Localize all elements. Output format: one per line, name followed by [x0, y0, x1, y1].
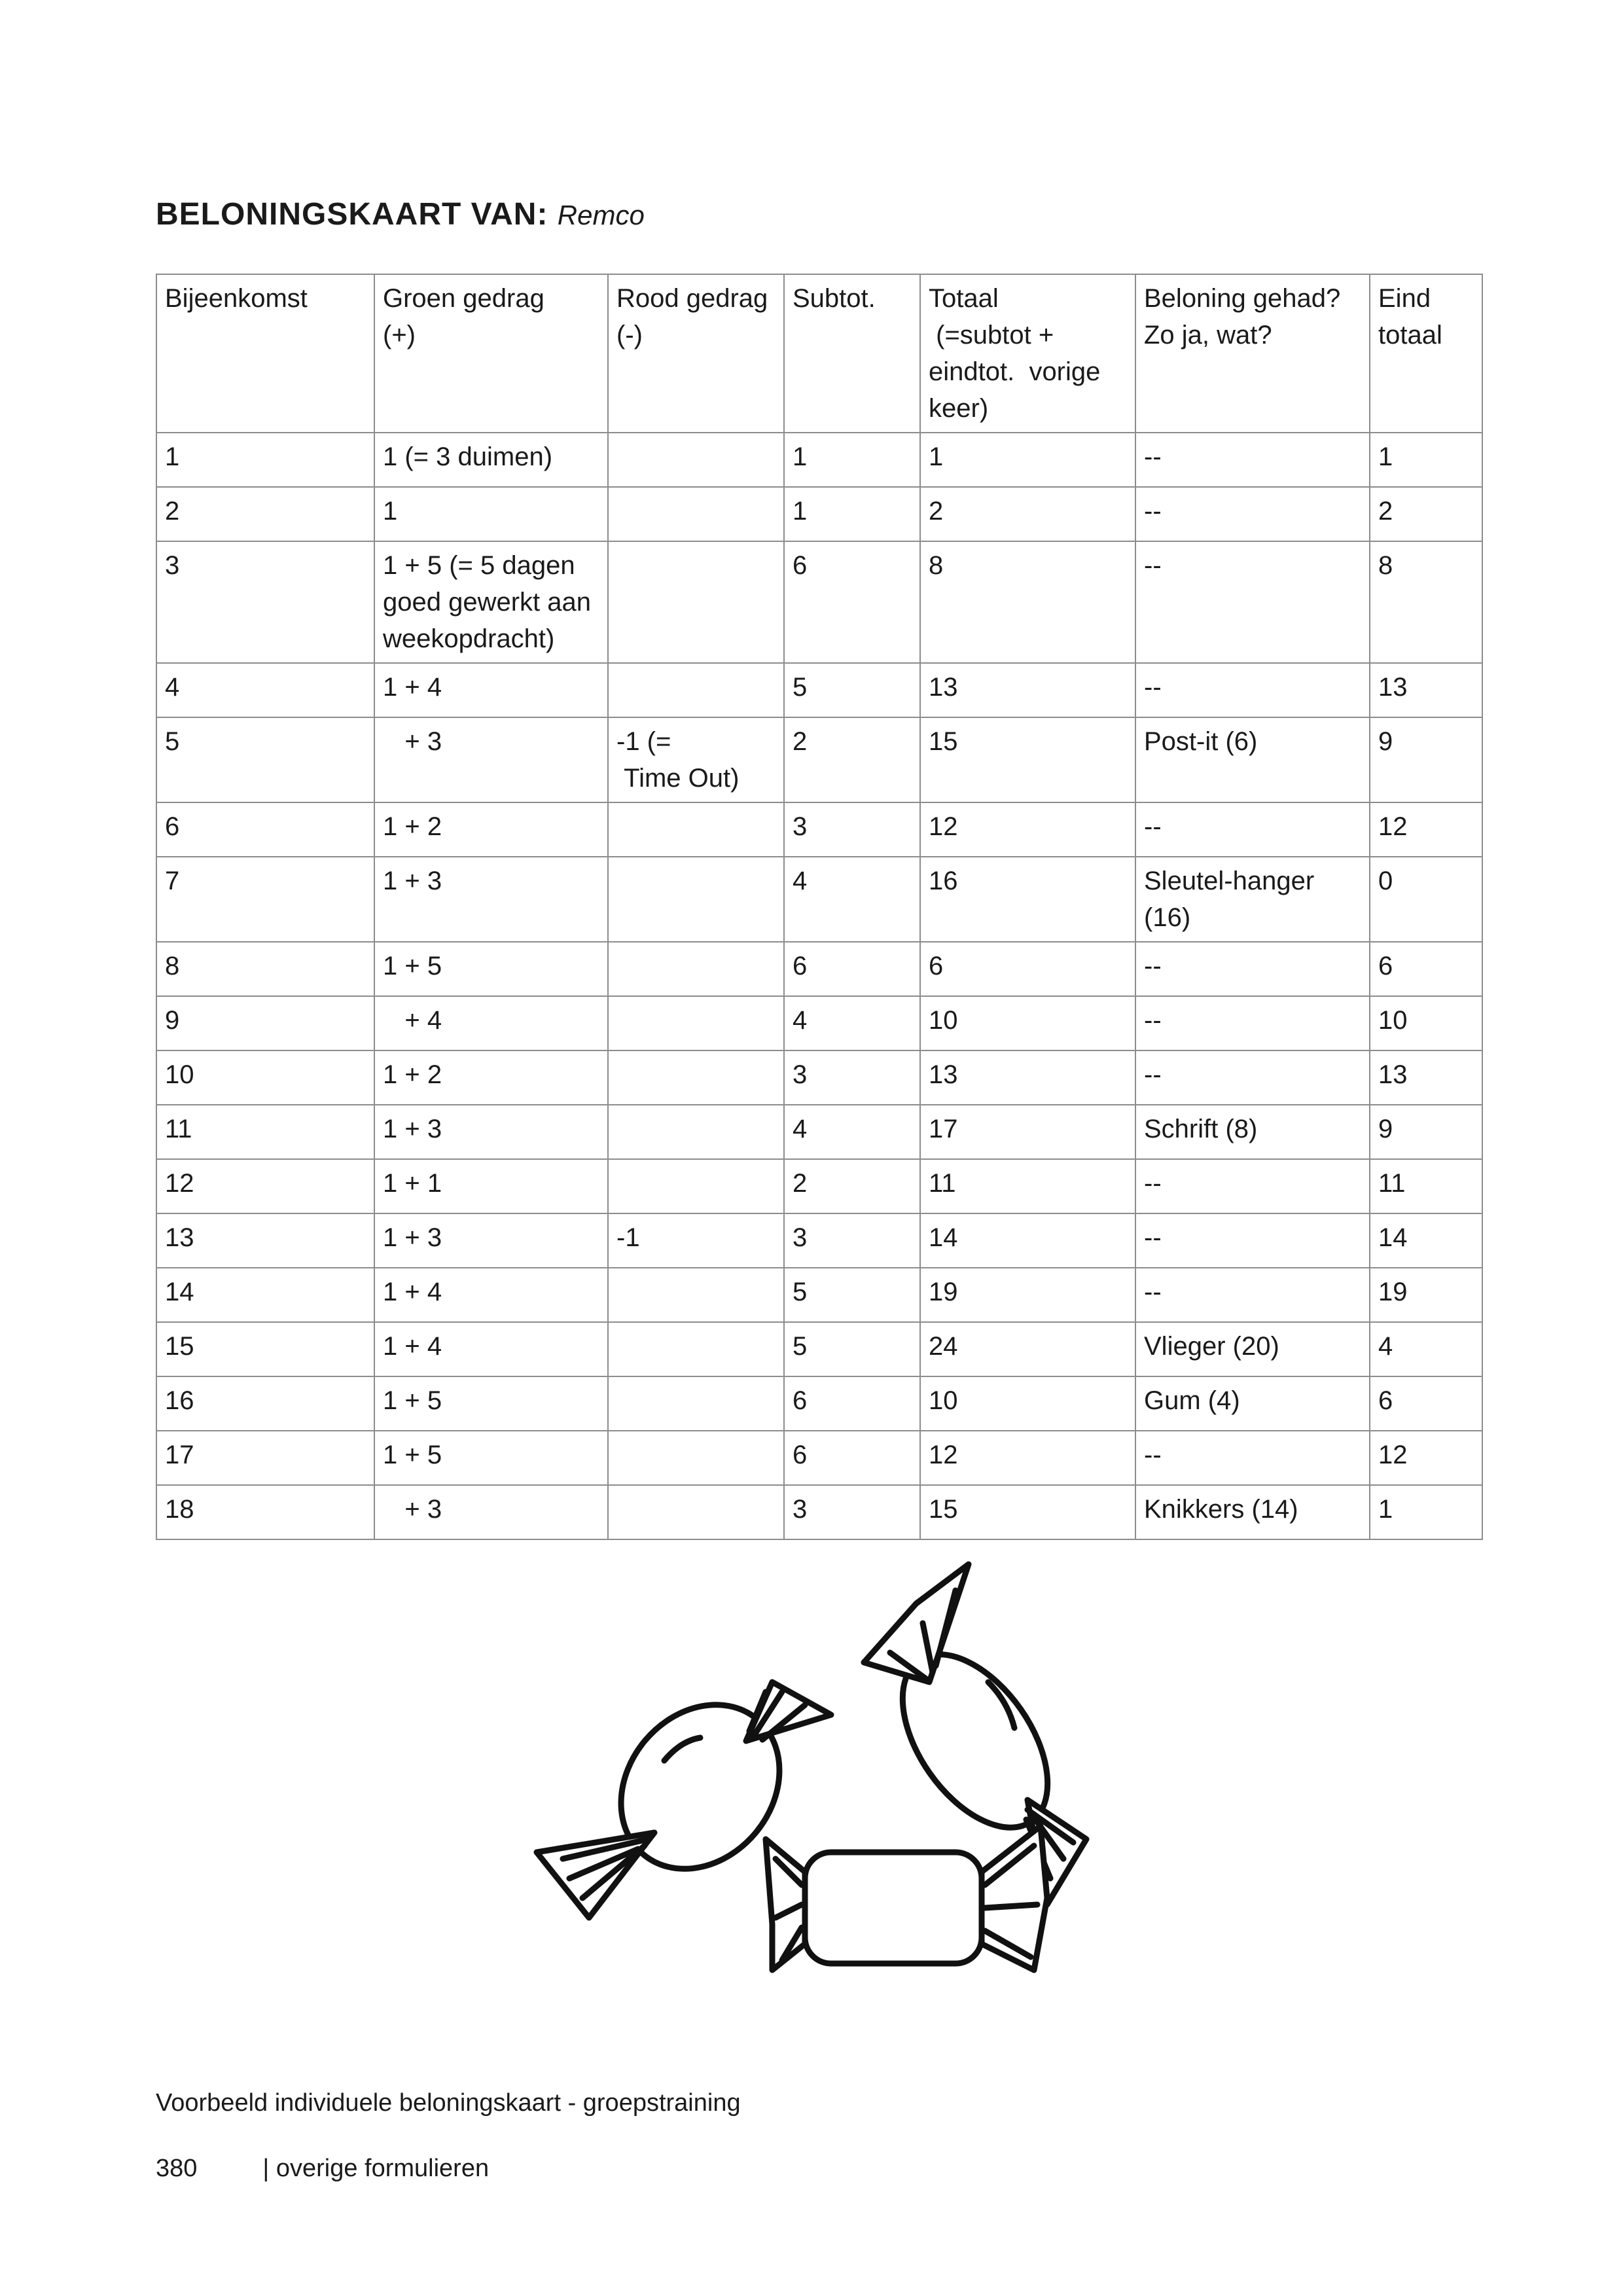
table-cell: 5: [784, 663, 920, 717]
table-cell: 1 + 5 (= 5 dagen goed gewerkt aan weekopdracht): [374, 541, 608, 663]
table-cell: 1 + 4: [374, 663, 608, 717]
table-cell: 4: [156, 663, 374, 717]
table-cell: [608, 1159, 784, 1213]
table-cell: --: [1135, 802, 1370, 857]
table-cell: 10: [920, 996, 1135, 1050]
table-cell: --: [1135, 1050, 1370, 1105]
table-cell: [608, 1322, 784, 1376]
table-cell: 5: [784, 1322, 920, 1376]
table-row: [156, 1485, 1482, 1539]
table-cell: 19: [1370, 1268, 1482, 1322]
table-cell: 1 + 3: [374, 1213, 608, 1268]
table-cell: 15: [156, 1322, 374, 1376]
table-cell: 9: [156, 996, 374, 1050]
table-cell: 0: [1370, 857, 1482, 942]
table-cell: 13: [1370, 1050, 1482, 1105]
table-row: [156, 717, 1482, 802]
table-cell: 1 + 5: [374, 942, 608, 996]
table-cell: 6: [784, 942, 920, 996]
table-cell: 14: [156, 1268, 374, 1322]
table-cell: 4: [784, 857, 920, 942]
table-cell: 12: [1370, 802, 1482, 857]
table-cell: 2: [1370, 487, 1482, 541]
table-cell: 8: [156, 942, 374, 996]
page-footer: [156, 2155, 489, 2183]
table-cell: [608, 802, 784, 857]
table-cell: --: [1135, 942, 1370, 996]
table-cell: Post-it (6): [1135, 717, 1370, 802]
table-cell: 3: [784, 1485, 920, 1539]
table-cell: 1: [156, 433, 374, 487]
table-row: [156, 433, 1482, 487]
table-cell: 4: [1370, 1322, 1482, 1376]
table-cell: 1 + 2: [374, 802, 608, 857]
table-cell: 8: [920, 541, 1135, 663]
table-row: [156, 1213, 1482, 1268]
table-cell: 1 + 4: [374, 1322, 608, 1376]
table-cell: [608, 1105, 784, 1159]
table-row: [156, 1159, 1482, 1213]
table-cell: 19: [920, 1268, 1135, 1322]
table-cell: 3: [784, 1050, 920, 1105]
table-cell: 2: [156, 487, 374, 541]
table-cell: [608, 541, 784, 663]
table-cell: 9: [1370, 717, 1482, 802]
table-cell: 6: [1370, 1376, 1482, 1431]
table-cell: 1: [784, 487, 920, 541]
table-cell: --: [1135, 1431, 1370, 1485]
table-cell: 12: [156, 1159, 374, 1213]
table-row: [156, 1105, 1482, 1159]
table-cell: 10: [1370, 996, 1482, 1050]
table-cell: 13: [156, 1213, 374, 1268]
table-cell: 4: [784, 1105, 920, 1159]
table-cell: 14: [920, 1213, 1135, 1268]
table-cell: --: [1135, 996, 1370, 1050]
table-cell: [608, 1485, 784, 1539]
header-cell: Rood gedrag (-): [608, 274, 784, 433]
table-row: [156, 1322, 1482, 1376]
header-cell: Eind totaal: [1370, 274, 1482, 433]
table-cell: 8: [1370, 541, 1482, 663]
table-cell: + 4: [374, 996, 608, 1050]
page-title: [156, 196, 645, 232]
table-row: [156, 996, 1482, 1050]
section-name: | overige formulieren: [262, 2155, 490, 2182]
table-cell: -1 (= Time Out): [608, 717, 784, 802]
table-cell: Knikkers (14): [1135, 1485, 1370, 1539]
table-cell: 1 + 1: [374, 1159, 608, 1213]
table-row: [156, 942, 1482, 996]
page-number: 380: [156, 2155, 198, 2182]
header-cell: Subtot.: [784, 274, 920, 433]
table-cell: [608, 996, 784, 1050]
table-cell: Vlieger (20): [1135, 1322, 1370, 1376]
table-cell: --: [1135, 433, 1370, 487]
table-row: [156, 857, 1482, 942]
table-cell: 11: [156, 1105, 374, 1159]
table-cell: 2: [784, 1159, 920, 1213]
table-cell: 13: [1370, 663, 1482, 717]
table-cell: 13: [920, 663, 1135, 717]
table-cell: 11: [1370, 1159, 1482, 1213]
table-cell: 2: [920, 487, 1135, 541]
table-cell: 1 (= 3 duimen): [374, 433, 608, 487]
child-name: Remco: [557, 200, 645, 230]
table-cell: 1 + 3: [374, 1105, 608, 1159]
table-cell: 13: [920, 1050, 1135, 1105]
table-cell: 16: [920, 857, 1135, 942]
table-cell: 6: [784, 1376, 920, 1431]
table-cell: -1: [608, 1213, 784, 1268]
table-cell: [608, 1050, 784, 1105]
table-row: [156, 541, 1482, 663]
table-cell: --: [1135, 487, 1370, 541]
table-cell: 18: [156, 1485, 374, 1539]
reward-table: [156, 274, 1483, 1540]
table-cell: --: [1135, 663, 1370, 717]
table-cell: 1: [1370, 433, 1482, 487]
table-cell: --: [1135, 1268, 1370, 1322]
table-cell: 11: [920, 1159, 1135, 1213]
table-cell: Gum (4): [1135, 1376, 1370, 1431]
table-cell: 12: [1370, 1431, 1482, 1485]
table-cell: 15: [920, 717, 1135, 802]
table-cell: 5: [784, 1268, 920, 1322]
table-row: [156, 1376, 1482, 1431]
table-cell: + 3: [374, 717, 608, 802]
table-cell: [608, 942, 784, 996]
table-cell: 24: [920, 1322, 1135, 1376]
table-cell: 1 + 5: [374, 1431, 608, 1485]
table-cell: 1: [1370, 1485, 1482, 1539]
table-row: [156, 487, 1482, 541]
table-cell: 14: [1370, 1213, 1482, 1268]
table-cell: [608, 1376, 784, 1431]
table-cell: --: [1135, 1159, 1370, 1213]
candies-icon: [524, 1551, 1152, 2022]
table-cell: 6: [920, 942, 1135, 996]
table-cell: 4: [784, 996, 920, 1050]
table-cell: 6: [156, 802, 374, 857]
table-cell: 12: [920, 802, 1135, 857]
header-cell: Bijeenkomst: [156, 274, 374, 433]
table-header-row: [156, 274, 1482, 433]
table-cell: 7: [156, 857, 374, 942]
table-row: [156, 1268, 1482, 1322]
table-cell: 15: [920, 1485, 1135, 1539]
table-cell: [608, 1431, 784, 1485]
header-cell: Groen gedrag (+): [374, 274, 608, 433]
table-cell: 10: [920, 1376, 1135, 1431]
table-cell: 1: [920, 433, 1135, 487]
table-cell: 1 + 2: [374, 1050, 608, 1105]
table-cell: 9: [1370, 1105, 1482, 1159]
table-row: [156, 802, 1482, 857]
table-cell: 5: [156, 717, 374, 802]
table-cell: 17: [920, 1105, 1135, 1159]
table-cell: 6: [784, 1431, 920, 1485]
table-row: [156, 663, 1482, 717]
table-cell: 2: [784, 717, 920, 802]
table-cell: [608, 1268, 784, 1322]
table-cell: --: [1135, 541, 1370, 663]
table-cell: [608, 487, 784, 541]
table-cell: 1 + 4: [374, 1268, 608, 1322]
figure-caption: Voorbeeld individuele beloningskaart - groepstraining: [156, 2089, 741, 2117]
table-cell: Schrift (8): [1135, 1105, 1370, 1159]
title-label: BELONINGSKAART VAN:: [156, 197, 548, 232]
table-cell: 6: [784, 541, 920, 663]
table-cell: + 3: [374, 1485, 608, 1539]
table-cell: 3: [784, 1213, 920, 1268]
table-cell: Sleutel-hanger (16): [1135, 857, 1370, 942]
table-cell: 10: [156, 1050, 374, 1105]
table-cell: [608, 433, 784, 487]
table-cell: 1 + 3: [374, 857, 608, 942]
table-cell: 12: [920, 1431, 1135, 1485]
table-cell: 16: [156, 1376, 374, 1431]
table-row: [156, 1050, 1482, 1105]
header-cell: Beloning gehad? Zo ja, wat?: [1135, 274, 1370, 433]
table-cell: 1 + 5: [374, 1376, 608, 1431]
header-cell: Totaal (=subtot + eindtot. vorige keer): [920, 274, 1135, 433]
table-cell: --: [1135, 1213, 1370, 1268]
table-cell: [608, 663, 784, 717]
table-cell: 6: [1370, 942, 1482, 996]
table-row: [156, 1431, 1482, 1485]
table-cell: 1: [784, 433, 920, 487]
table-cell: 17: [156, 1431, 374, 1485]
table-cell: 3: [784, 802, 920, 857]
table-cell: [608, 857, 784, 942]
table-cell: 3: [156, 541, 374, 663]
table-cell: 1: [374, 487, 608, 541]
